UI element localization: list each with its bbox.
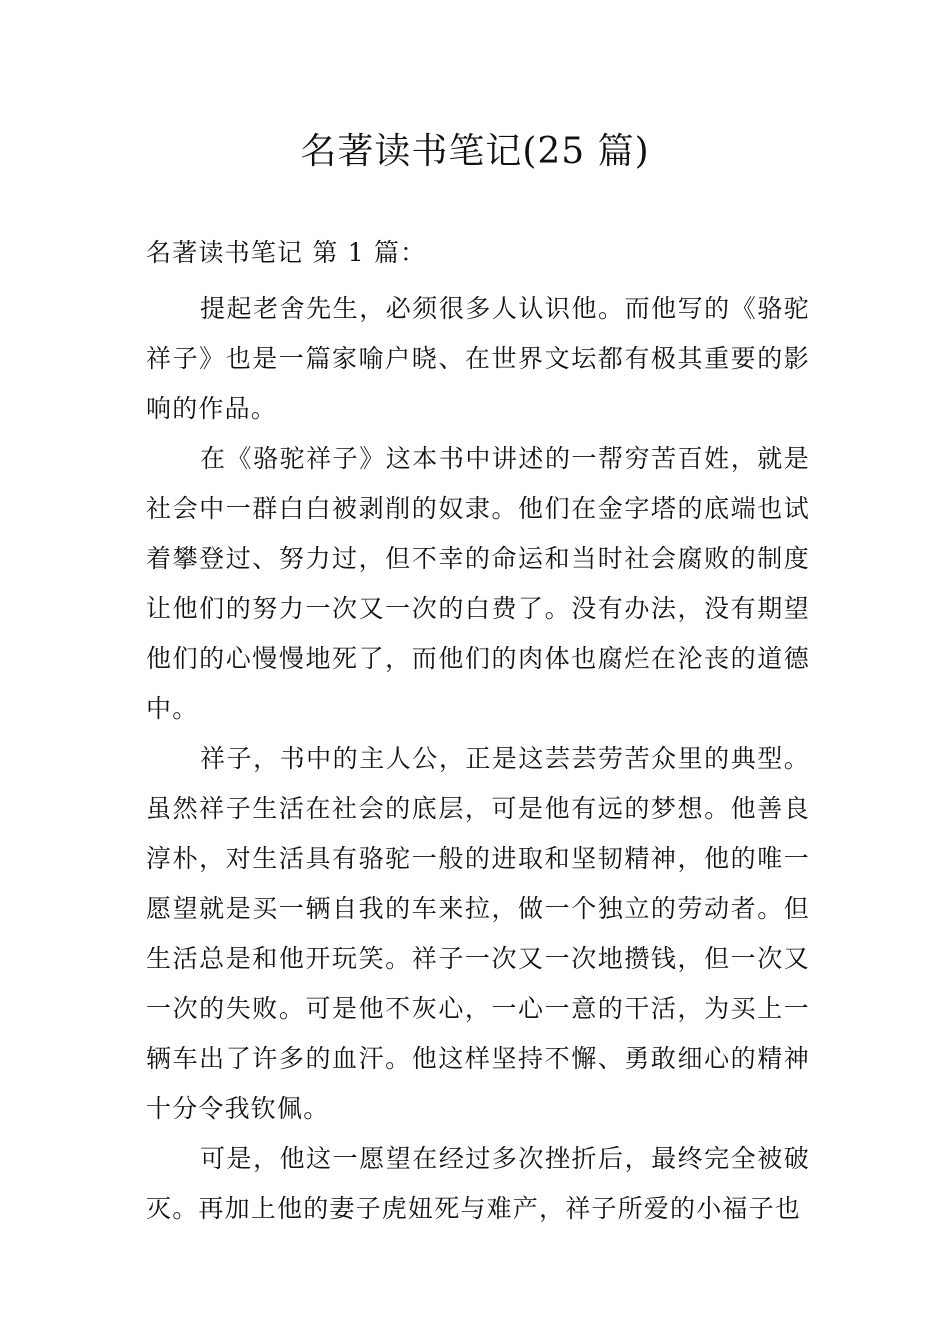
document-body — [146, 228, 810, 1234]
section-heading: 名著读书笔记 第 1 篇： — [146, 238, 427, 267]
paragraph-1: 提起老舍先生，必须很多人认识他。而他写的《骆驼祥子》也是一篇家喻户晓、在世界文坛都有极其重要的影响的作品。 — [146, 294, 810, 423]
paragraph-2: 在《骆驼祥子》这本书中讲述的一帮穷苦百姓，就是社会中一群白白被剥削的奴隶。他们在金字塔的底端也试着攀登过、努力过，但不幸的命运和当时社会腐败的制度让他们的努力一次又一次的白费了。没有办法，没有期望他们的心慢慢地死了，而他们的肉体也腐烂在沦丧的道德中。 — [146, 444, 810, 723]
paragraph-4: 可是，他这一愿望在经过多次挫折后，最终完全被破灭。再加上他的妻子虎妞死与难产，祥子所爱的小福子也 — [146, 1144, 810, 1223]
document-title: 名著读书笔记(25 篇) — [300, 131, 650, 172]
paragraph-3: 祥子，书中的主人公，正是这芸芸劳苦众里的典型。虽然祥子生活在社会的底层，可是他有远的梦想。他善良淳朴，对生活具有骆驼一般的进取和坚韧精神，他的唯一愿望就是买一辆自我的车来拉，做一个独立的劳动者。但生活总是和他开玩笑。祥子一次又一次地攒钱，但一次又一次的失败。可是他不灰心，一心一意的干活，为买上一辆车出了许多的血汗。他这样坚持不懈、勇敢细心的精神十分令我钦佩。 — [146, 744, 810, 1123]
